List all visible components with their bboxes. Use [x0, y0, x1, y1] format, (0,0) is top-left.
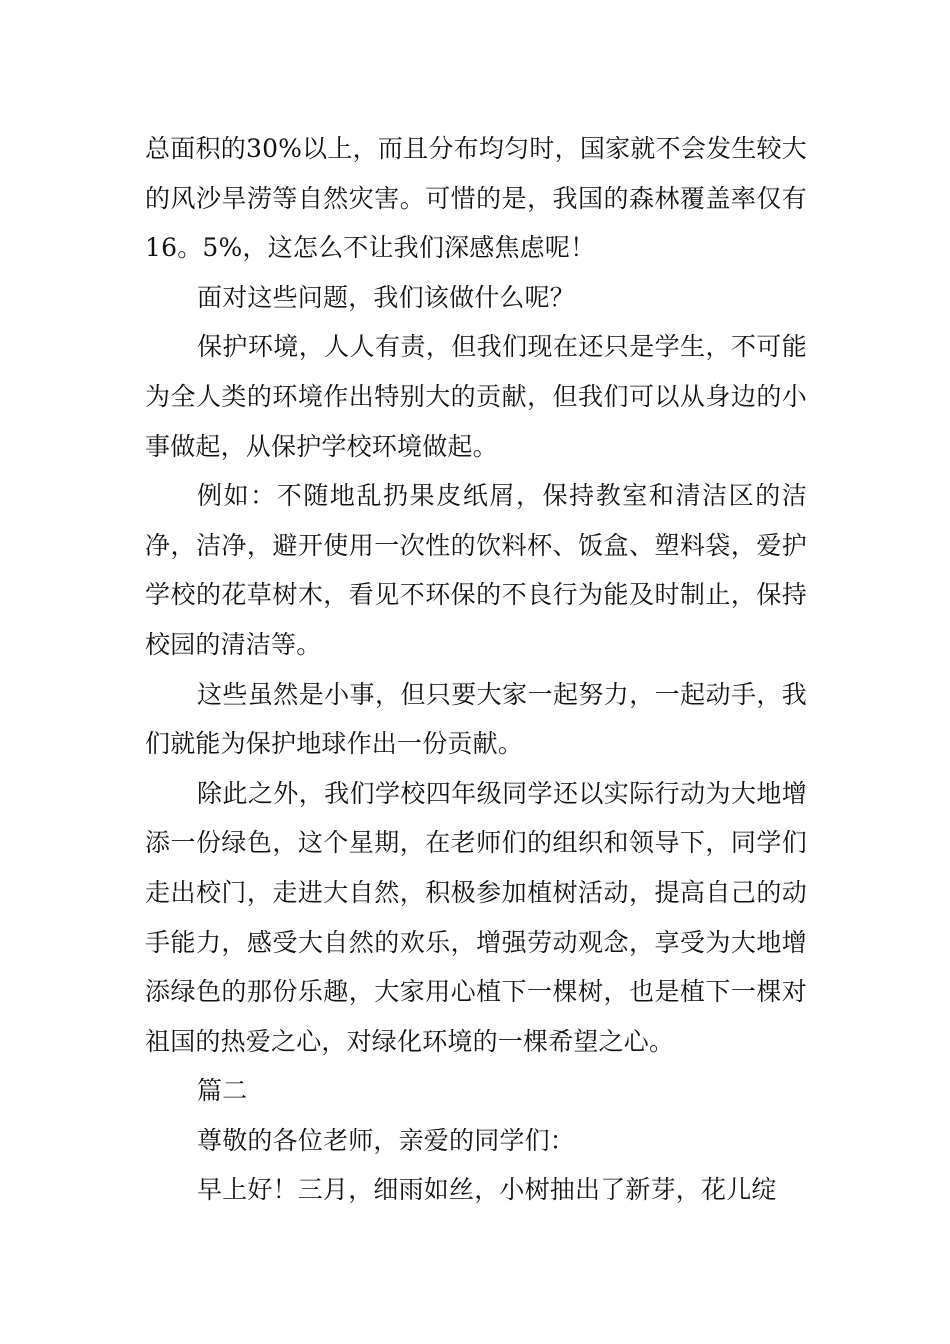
paragraph-protect-environment: 保护环境，人人有责，但我们现在还只是学生，不可能为全人类的环境作出特别大的贡献，但我们可以从身边的小事做起，从保护学校环境做起。 [145, 332, 807, 461]
document-body [145, 124, 807, 1215]
section-heading-part-two: 篇二 [197, 1076, 248, 1106]
paragraph-tree-planting: 除此之外，我们学校四年级同学还以实际行动为大地增添一份绿色，这个星期，在老师们的组织和领导下，同学们走出校门，走进大自然，积极参加植树活动，提高自己的动手能力，感受大自然的欢乐，增强劳动观念，享受为大地增添绿色的那份乐趣，大家用心植下一棵树，也是植下一棵对祖国的热爱之心，对绿化环境的一棵希望之心。 [145, 778, 807, 1056]
paragraph-greeting: 尊敬的各位老师，亲爱的同学们： [197, 1125, 576, 1155]
paragraph-what-to-do: 面对这些问题，我们该做什么呢？ [197, 282, 576, 312]
paragraph-forest-coverage: 总面积的30%以上，而且分布均匀时，国家就不会发生较大的风沙旱涝等自然灾害。可惜的是，我国的森林覆盖率仅有16。5%，这怎么不让我们深感焦虑呢！ [145, 134, 807, 263]
paragraph-small-things: 这些虽然是小事，但只要大家一起努力，一起动手，我们就能为保护地球作出一份贡献。 [145, 679, 807, 759]
paragraph-good-morning: 早上好！三月，细雨如丝，小树抽出了新芽，花儿绽 [197, 1175, 777, 1205]
paragraph-examples: 例如：不随地乱扔果皮纸屑，保持教室和清洁区的洁净，洁净，避开使用一次性的饮料杯、饭盒、塑料袋，爱护学校的花草树木，看见不环保的不良行为能及时制止，保持校园的清洁等。 [145, 481, 807, 659]
